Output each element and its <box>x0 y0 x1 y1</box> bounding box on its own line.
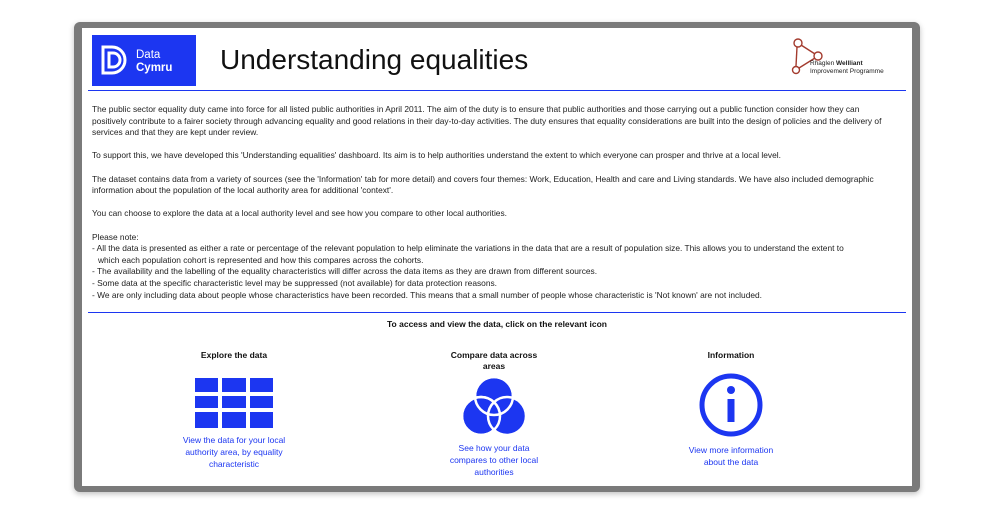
note-1-cont: which each population cohort is represented and how this compares across the cohorts. <box>98 254 424 265</box>
note-4: - We are only including data about people whose characteristics have been recorded. This means that a small number of people whose characteristic is 'Not known' are not included. <box>92 289 762 300</box>
window-frame <box>74 22 920 492</box>
note-2: - The availability and the labelling of the equality characteristics will differ across the data items as they are drawn from different sources. <box>92 266 598 277</box>
partner-line-1-bold: Wellliant <box>836 60 863 67</box>
partner-line-2: Improvement Programme <box>810 68 884 75</box>
intro-paragraph-3: The dataset contains data from a variety of sources (see the 'Information' tab for more detail) and covers four themes: Work, Education, Health and care and Living standards. We have also included demographic information about the population of the local authority area for additional 'context'. <box>92 173 874 196</box>
intro-paragraph-2: To support this, we have developed this 'Understanding equalities' dashboard. Its aim is to help authorities understand the extent to which everyone can prosper and thrive at a local level. <box>92 150 781 161</box>
note-1: - All the data is presented as either a rate or percentage of the relevant population to help eliminate the variations in the data that are a result of population size. This allows you to understand the extent to <box>92 243 844 254</box>
intro-paragraph-4: You can choose to explore the data at a local authority level and see how you compare to other local authorities. <box>92 208 507 219</box>
card-title: Information <box>707 350 755 360</box>
header <box>82 28 912 90</box>
explore-data-card[interactable] <box>159 350 309 470</box>
data-cymru-mark-icon <box>100 45 130 75</box>
note-3: - Some data at the specific characteristic level may be suppressed (not available) for data protection reasons. <box>92 277 497 288</box>
dashboard-panel <box>82 28 912 486</box>
partner-line-1: Rhaglen <box>810 60 835 67</box>
logo-line-1: Data <box>136 49 161 61</box>
page-title: Understanding equalities <box>220 44 529 75</box>
notes <box>92 232 892 302</box>
venn-diagram-icon[interactable] <box>459 376 529 436</box>
table-grid-icon[interactable] <box>195 378 273 428</box>
info-icon[interactable] <box>698 372 764 438</box>
intro-paragraph-1: The public sector equality duty came into force for all listed public authorities in April 2011. The aim of the duty is to ensure that public authorities and those carrying out a public function consider how they can positively contribute to a fairer society through advancing equality and good relations in their day-to-day activities. The duty ensures that equality considerations are built into the design of policies and the delivery of services and that they are kept under review. <box>92 104 882 138</box>
card-title: Explore the data <box>200 350 268 360</box>
notes-heading: Please note: <box>92 231 139 242</box>
section-divider <box>88 312 906 313</box>
compare-data-link[interactable]: See how your data compares to other local authorities <box>449 443 539 477</box>
intro-text <box>92 104 892 301</box>
information-link[interactable]: View more information about the data <box>688 445 774 467</box>
card-title: Compare data across areas <box>450 350 538 371</box>
explore-data-link[interactable]: View the data for your local authority area, by equality characteristic <box>182 435 286 469</box>
information-card[interactable] <box>656 350 806 468</box>
compare-data-card[interactable] <box>419 350 569 478</box>
data-cymru-logo[interactable] <box>92 35 196 86</box>
logo-line-2: Cymru <box>136 62 173 74</box>
improvement-programme-logo <box>788 36 898 84</box>
header-divider <box>88 90 906 91</box>
access-instruction: To access and view the data, click on the relevant icon <box>387 319 607 329</box>
